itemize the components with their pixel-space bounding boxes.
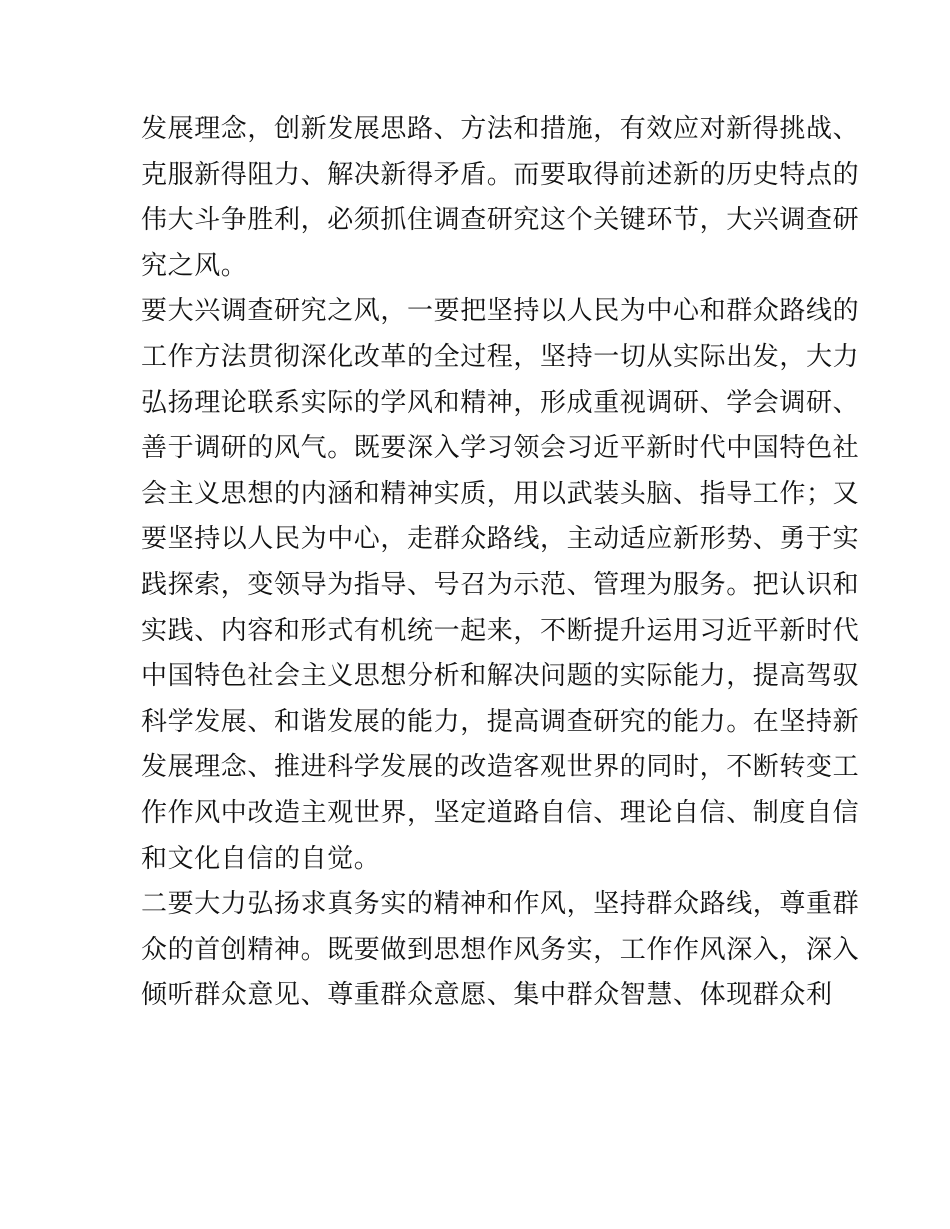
text-line: 会主义思想的内涵和精神实质，用以武装头脑、指导工作；又 xyxy=(141,478,860,509)
text-line: 要坚持以人民为中心，走群众路线，主动适应新形势、勇于实 xyxy=(141,524,860,555)
text-line: 践探索，变领导为指导、号召为示范、管理为服务。把认识和 xyxy=(141,569,860,600)
text-line: 发展理念、推进科学发展的改造客观世界的同时，不断转变工 xyxy=(141,752,860,783)
text-line: 工作方法贯彻深化改革的全过程，坚持一切从实际出发，大力 xyxy=(141,341,860,372)
text-line: 伟大斗争胜利，必须抓住调查研究这个关键环节，大兴调查研 xyxy=(141,205,860,236)
text-line: 弘扬理论联系实际的学风和精神，形成重视调研、学会调研、 xyxy=(141,387,860,418)
text-line: 实践、内容和形式有机统一起来，不断提升运用习近平新时代 xyxy=(141,615,860,646)
text-line: 发展理念，创新发展思路、方法和措施，有效应对新得挑战、 xyxy=(141,114,860,144)
text-line: 善于调研的风气。既要深入学习领会习近平新时代中国特色社 xyxy=(141,433,860,464)
text-line: 倾听群众意见、尊重群众意愿、集中群众智慧、体现群众利 xyxy=(141,980,833,1011)
text-line: 究之风。 xyxy=(141,250,248,281)
text-line: 二要大力弘扬求真务实的精神和作风，坚持群众路线，尊重群 xyxy=(141,889,860,920)
text-line: 中国特色社会主义思想分析和解决问题的实际能力，提高驾驭 xyxy=(141,661,860,692)
text-line: 克服新得阻力、解决新得矛盾。而要取得前述新的历史特点的 xyxy=(141,159,860,190)
text-line: 作作风中改造主观世界，坚定道路自信、理论自信、制度自信 xyxy=(141,797,860,828)
text-line: 科学发展、和谐发展的能力，提高调查研究的能力。在坚持新 xyxy=(141,706,860,737)
text-line: 和文化自信的自觉。 xyxy=(141,843,381,874)
text-line: 众的首创精神。既要做到思想作风务实，工作作风深入，深入 xyxy=(141,934,860,965)
text-line: 要大兴调查研究之风，一要把坚持以人民为中心和群众路线的 xyxy=(141,296,860,327)
document-body xyxy=(141,107,860,1019)
